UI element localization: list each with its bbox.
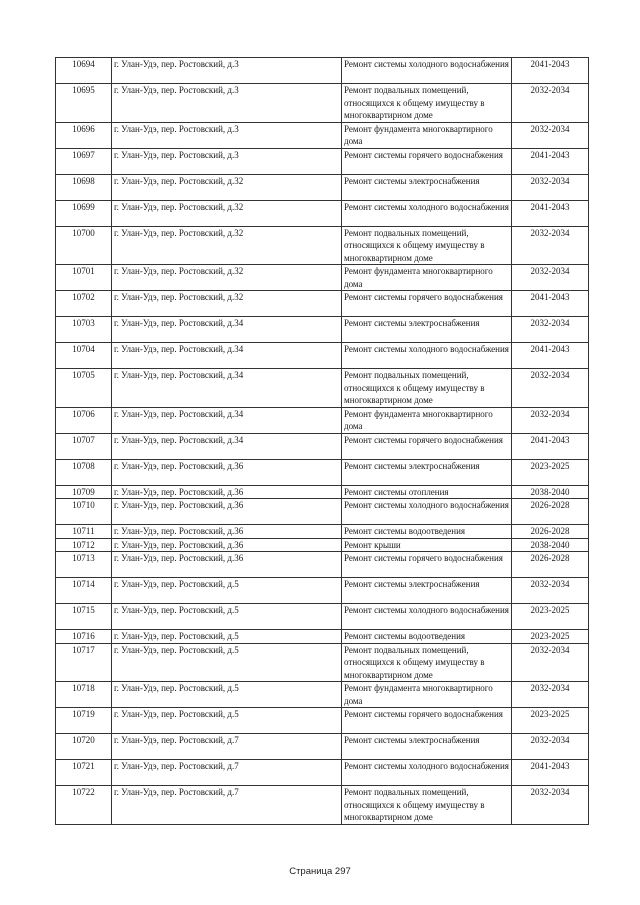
address-cell: г. Улан-Удэ, пер. Ростовский, д.32 (112, 226, 342, 265)
work-type-cell: Ремонт системы горячего водоснабжения (342, 291, 512, 317)
table-row (56, 552, 589, 578)
period-cell: 2041-2043 (512, 200, 589, 226)
address-cell: г. Улан-Удэ, пер. Ростовский, д.3 (112, 122, 342, 148)
period-cell: 2032-2034 (512, 369, 589, 408)
row-number-cell: 10710 (56, 499, 112, 525)
address-cell: г. Улан-Удэ, пер. Ростовский, д.5 (112, 682, 342, 708)
work-type-cell: Ремонт системы холодного водоснабжения (342, 58, 512, 84)
address-cell: г. Улан-Удэ, пер. Ростовский, д.3 (112, 148, 342, 174)
work-type-cell: Ремонт фундамента многоквартирного дома (342, 265, 512, 291)
period-cell: 2032-2034 (512, 84, 589, 123)
period-cell: 2041-2043 (512, 343, 589, 369)
period-cell: 2026-2028 (512, 525, 589, 539)
period-cell: 2032-2034 (512, 122, 589, 148)
row-number-cell: 10713 (56, 552, 112, 578)
work-type-cell: Ремонт фундамента многоквартирного дома (342, 122, 512, 148)
address-cell: г. Улан-Удэ, пер. Ростовский, д.36 (112, 552, 342, 578)
work-type-cell: Ремонт фундамента многоквартирного дома (342, 682, 512, 708)
row-number-cell: 10702 (56, 291, 112, 317)
address-cell: г. Улан-Удэ, пер. Ростовский, д.32 (112, 174, 342, 200)
address-cell: г. Улан-Удэ, пер. Ростовский, д.36 (112, 538, 342, 552)
work-type-cell: Ремонт системы холодного водоснабжения (342, 343, 512, 369)
table-row (56, 317, 589, 343)
period-cell: 2026-2028 (512, 552, 589, 578)
address-cell: г. Улан-Удэ, пер. Ростовский, д.32 (112, 200, 342, 226)
table-row (56, 343, 589, 369)
work-type-cell: Ремонт подвальных помещений, относящихся к общему имуществу в многоквартирном доме (342, 643, 512, 682)
work-type-cell: Ремонт подвальных помещений, относящихся к общему имуществу в многоквартирном доме (342, 369, 512, 408)
address-cell: г. Улан-Удэ, пер. Ростовский, д.34 (112, 369, 342, 408)
table-row (56, 84, 589, 123)
period-cell: 2023-2025 (512, 459, 589, 485)
row-number-cell: 10701 (56, 265, 112, 291)
work-type-cell: Ремонт фундамента многоквартирного дома (342, 407, 512, 433)
address-cell: г. Улан-Удэ, пер. Ростовский, д.36 (112, 499, 342, 525)
table-row (56, 643, 589, 682)
work-type-cell: Ремонт системы водоотведения (342, 525, 512, 539)
row-number-cell: 10700 (56, 226, 112, 265)
row-number-cell: 10718 (56, 682, 112, 708)
work-type-cell: Ремонт подвальных помещений, относящихся к общему имуществу в многоквартирном доме (342, 226, 512, 265)
page-number: Страница 297 (289, 866, 351, 877)
repair-schedule-table (55, 57, 589, 825)
row-number-cell: 10697 (56, 148, 112, 174)
row-number-cell: 10705 (56, 369, 112, 408)
address-cell: г. Улан-Удэ, пер. Ростовский, д.5 (112, 643, 342, 682)
work-type-cell: Ремонт системы электроснабжения (342, 734, 512, 760)
address-cell: г. Улан-Удэ, пер. Ростовский, д.5 (112, 630, 342, 644)
table-row (56, 604, 589, 630)
table-row (56, 200, 589, 226)
row-number-cell: 10704 (56, 343, 112, 369)
address-cell: г. Улан-Удэ, пер. Ростовский, д.34 (112, 317, 342, 343)
work-type-cell: Ремонт системы горячего водоснабжения (342, 552, 512, 578)
address-cell: г. Улан-Удэ, пер. Ростовский, д.34 (112, 407, 342, 433)
period-cell: 2041-2043 (512, 58, 589, 84)
work-type-cell: Ремонт системы холодного водоснабжения (342, 200, 512, 226)
address-cell: г. Улан-Удэ, пер. Ростовский, д.7 (112, 786, 342, 825)
address-cell: г. Улан-Удэ, пер. Ростовский, д.32 (112, 265, 342, 291)
work-type-cell: Ремонт системы холодного водоснабжения (342, 604, 512, 630)
row-number-cell: 10717 (56, 643, 112, 682)
work-type-cell: Ремонт системы горячего водоснабжения (342, 708, 512, 734)
work-type-cell: Ремонт системы отопления (342, 485, 512, 499)
table-row (56, 734, 589, 760)
table-row (56, 148, 589, 174)
work-type-cell: Ремонт системы холодного водоснабжения (342, 499, 512, 525)
row-number-cell: 10698 (56, 174, 112, 200)
work-type-cell: Ремонт системы электроснабжения (342, 459, 512, 485)
period-cell: 2032-2034 (512, 317, 589, 343)
period-cell: 2032-2034 (512, 682, 589, 708)
address-cell: г. Улан-Удэ, пер. Ростовский, д.7 (112, 734, 342, 760)
period-cell: 2041-2043 (512, 760, 589, 786)
table-row (56, 226, 589, 265)
work-type-cell: Ремонт системы горячего водоснабжения (342, 433, 512, 459)
address-cell: г. Улан-Удэ, пер. Ростовский, д.3 (112, 84, 342, 123)
row-number-cell: 10695 (56, 84, 112, 123)
address-cell: г. Улан-Удэ, пер. Ростовский, д.36 (112, 459, 342, 485)
period-cell: 2041-2043 (512, 291, 589, 317)
row-number-cell: 10720 (56, 734, 112, 760)
row-number-cell: 10711 (56, 525, 112, 539)
address-cell: г. Улан-Удэ, пер. Ростовский, д.5 (112, 578, 342, 604)
row-number-cell: 10696 (56, 122, 112, 148)
row-number-cell: 10722 (56, 786, 112, 825)
table-row (56, 708, 589, 734)
table-row (56, 499, 589, 525)
row-number-cell: 10721 (56, 760, 112, 786)
row-number-cell: 10716 (56, 630, 112, 644)
row-number-cell: 10694 (56, 58, 112, 84)
table-row (56, 291, 589, 317)
row-number-cell: 10714 (56, 578, 112, 604)
work-type-cell: Ремонт системы электроснабжения (342, 174, 512, 200)
table-row (56, 122, 589, 148)
work-type-cell: Ремонт крыши (342, 538, 512, 552)
address-cell: г. Улан-Удэ, пер. Ростовский, д.7 (112, 760, 342, 786)
table-row (56, 786, 589, 825)
work-type-cell: Ремонт подвальных помещений, относящихся к общему имуществу в многоквартирном доме (342, 786, 512, 825)
work-type-cell: Ремонт подвальных помещений, относящихся к общему имуществу в многоквартирном доме (342, 84, 512, 123)
period-cell: 2032-2034 (512, 734, 589, 760)
period-cell: 2038-2040 (512, 485, 589, 499)
row-number-cell: 10706 (56, 407, 112, 433)
row-number-cell: 10699 (56, 200, 112, 226)
address-cell: г. Улан-Удэ, пер. Ростовский, д.32 (112, 291, 342, 317)
period-cell: 2032-2034 (512, 786, 589, 825)
period-cell: 2026-2028 (512, 499, 589, 525)
row-number-cell: 10708 (56, 459, 112, 485)
address-cell: г. Улан-Удэ, пер. Ростовский, д.3 (112, 58, 342, 84)
table-row (56, 630, 589, 644)
row-number-cell: 10707 (56, 433, 112, 459)
table-row (56, 433, 589, 459)
period-cell: 2041-2043 (512, 433, 589, 459)
period-cell: 2032-2034 (512, 578, 589, 604)
table-row (56, 485, 589, 499)
row-number-cell: 10715 (56, 604, 112, 630)
address-cell: г. Улан-Удэ, пер. Ростовский, д.36 (112, 485, 342, 499)
table-row (56, 682, 589, 708)
address-cell: г. Улан-Удэ, пер. Ростовский, д.34 (112, 433, 342, 459)
table-row (56, 459, 589, 485)
table-row (56, 578, 589, 604)
row-number-cell: 10719 (56, 708, 112, 734)
table-row (56, 407, 589, 433)
period-cell: 2032-2034 (512, 174, 589, 200)
work-type-cell: Ремонт системы электроснабжения (342, 578, 512, 604)
table-row (56, 58, 589, 84)
table-row (56, 525, 589, 539)
row-number-cell: 10712 (56, 538, 112, 552)
period-cell: 2041-2043 (512, 148, 589, 174)
table-row (56, 174, 589, 200)
period-cell: 2032-2034 (512, 407, 589, 433)
table-row (56, 760, 589, 786)
table-row (56, 265, 589, 291)
work-type-cell: Ремонт системы электроснабжения (342, 317, 512, 343)
address-cell: г. Улан-Удэ, пер. Ростовский, д.5 (112, 604, 342, 630)
table-body (56, 58, 589, 825)
period-cell: 2038-2040 (512, 538, 589, 552)
row-number-cell: 10709 (56, 485, 112, 499)
work-type-cell: Ремонт системы водоотведения (342, 630, 512, 644)
period-cell: 2032-2034 (512, 643, 589, 682)
period-cell: 2023-2025 (512, 604, 589, 630)
work-type-cell: Ремонт системы горячего водоснабжения (342, 148, 512, 174)
period-cell: 2023-2025 (512, 630, 589, 644)
table-row (56, 538, 589, 552)
address-cell: г. Улан-Удэ, пер. Ростовский, д.5 (112, 708, 342, 734)
address-cell: г. Улан-Удэ, пер. Ростовский, д.36 (112, 525, 342, 539)
row-number-cell: 10703 (56, 317, 112, 343)
work-type-cell: Ремонт системы холодного водоснабжения (342, 760, 512, 786)
table-row (56, 369, 589, 408)
address-cell: г. Улан-Удэ, пер. Ростовский, д.34 (112, 343, 342, 369)
period-cell: 2023-2025 (512, 708, 589, 734)
period-cell: 2032-2034 (512, 265, 589, 291)
period-cell: 2032-2034 (512, 226, 589, 265)
